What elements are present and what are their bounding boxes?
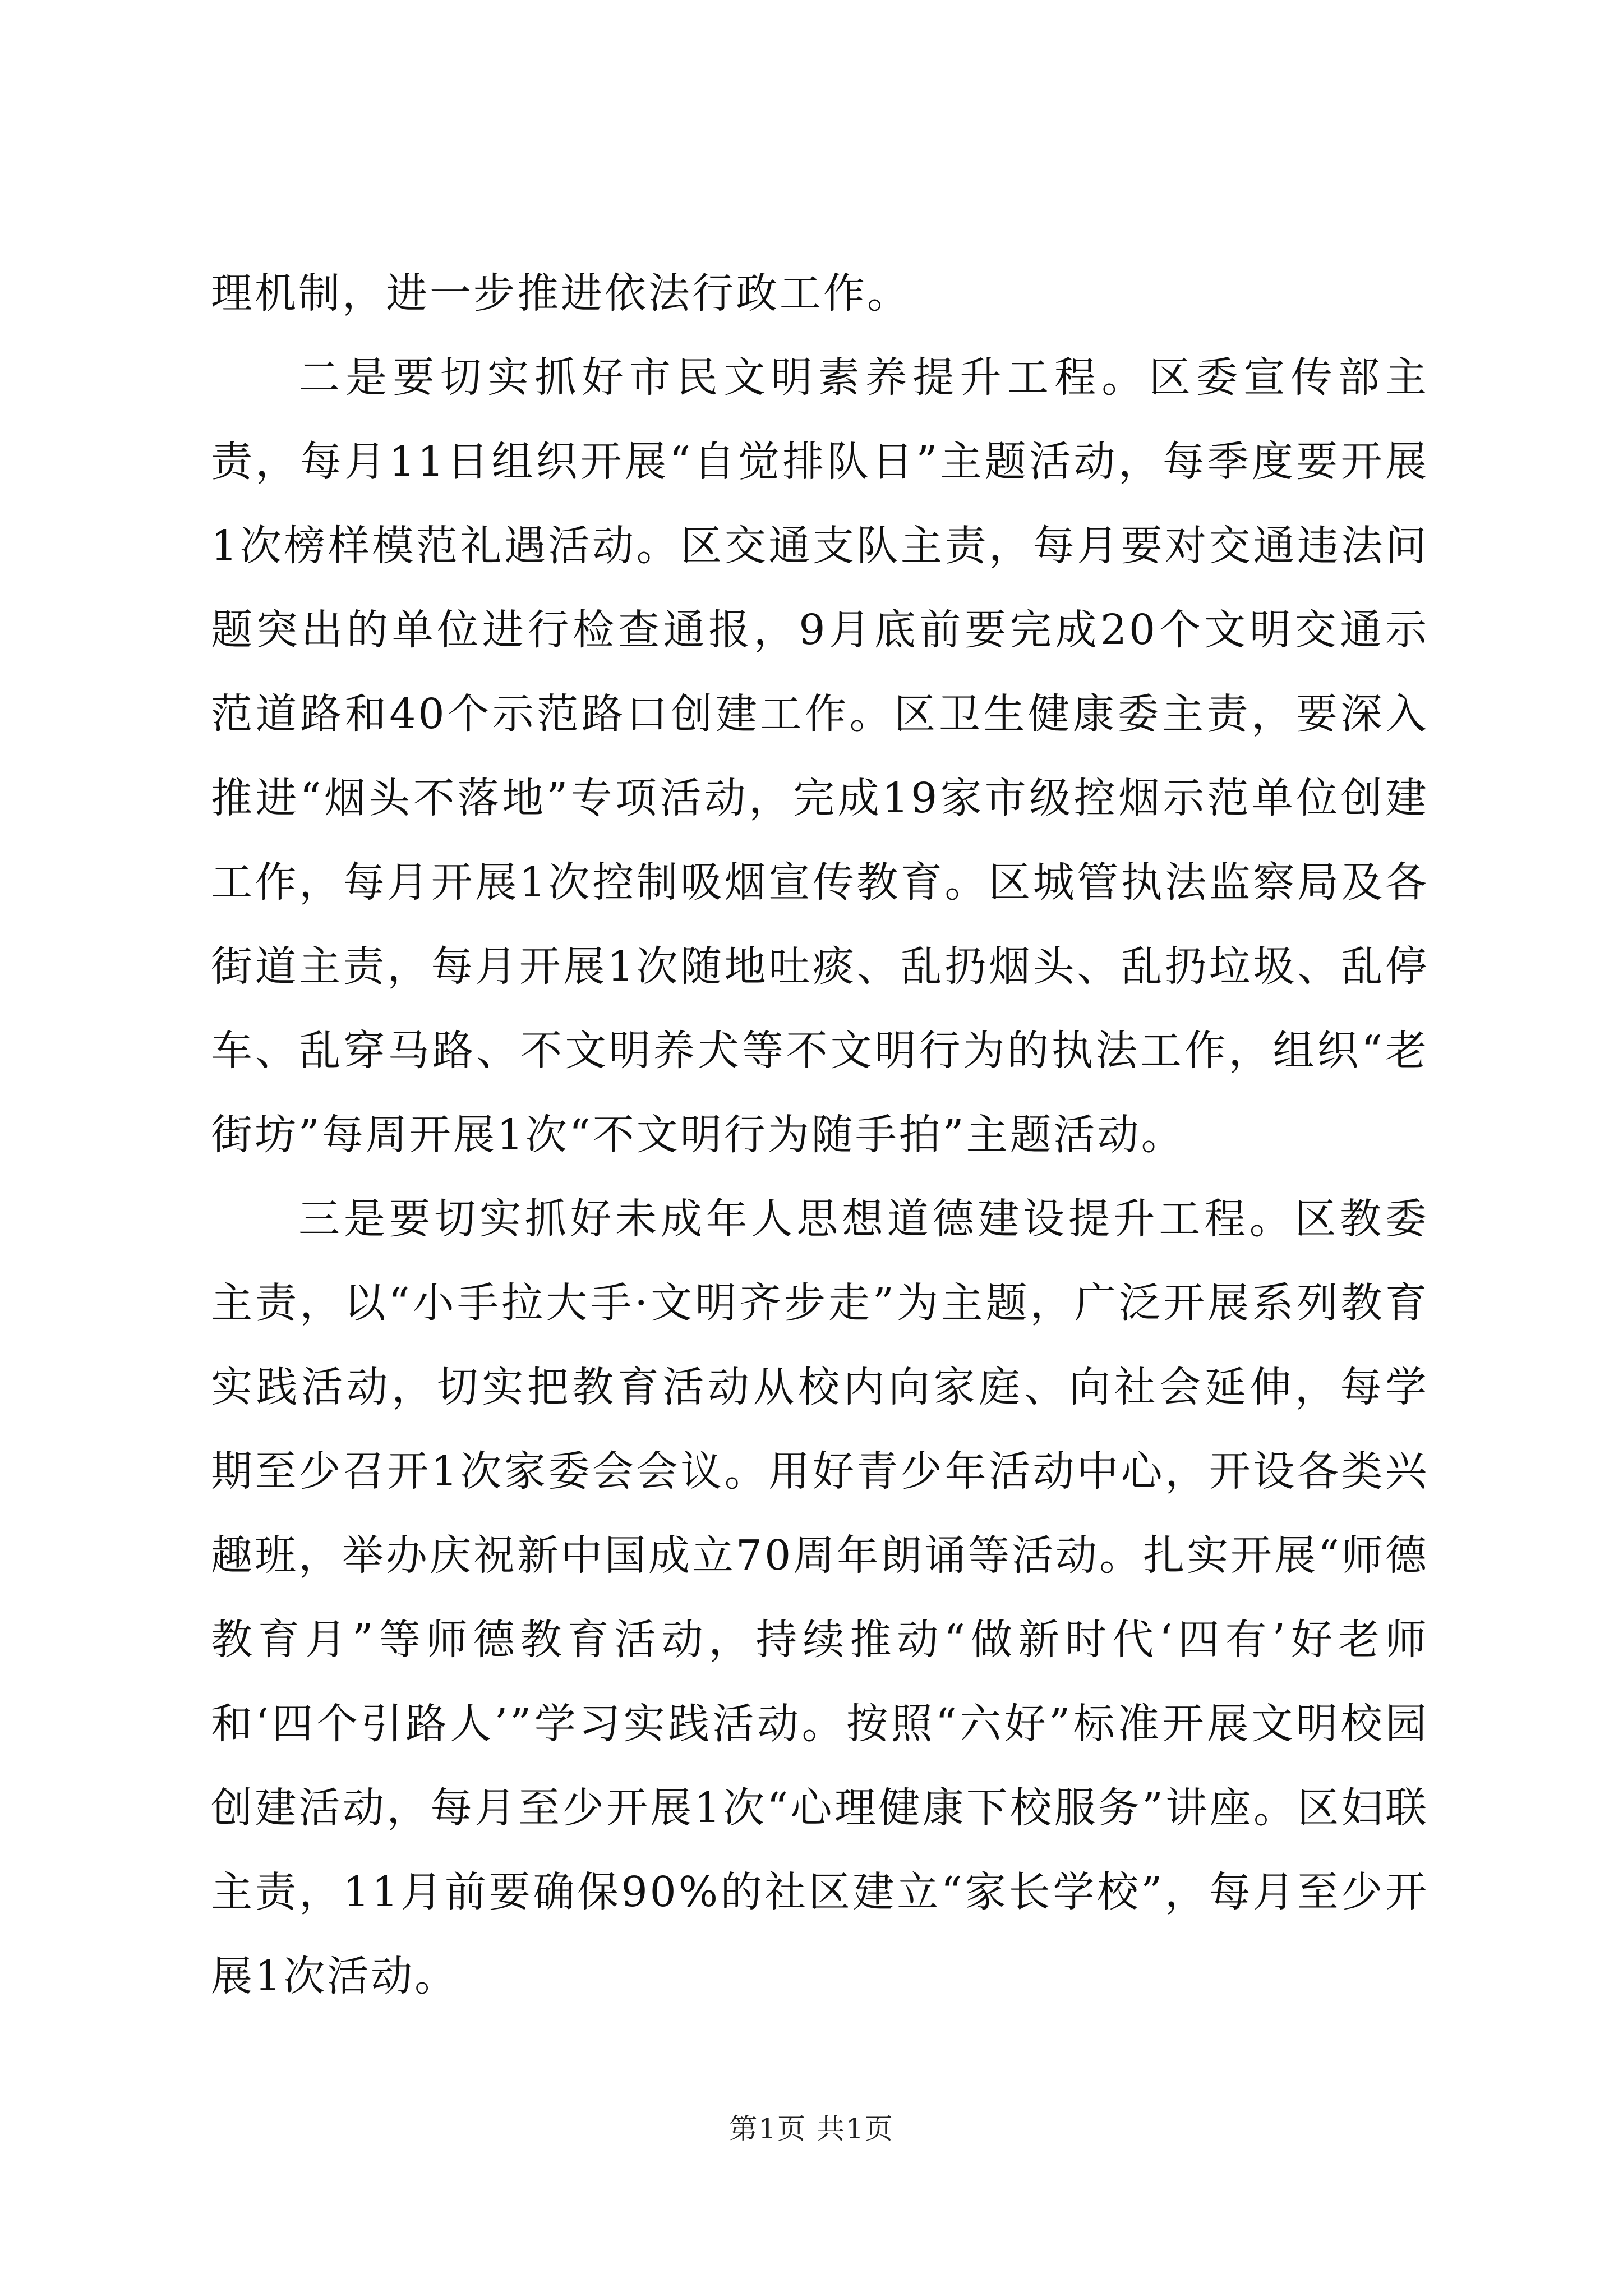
- document-body: [211, 251, 1429, 2018]
- paragraph-continuation: 理机制，进一步推进依法行政工作。: [211, 269, 911, 318]
- paragraph-minors-project: 三是要切实抓好未成年人思想道德建设提升工程。区教委主责，以“小手拉大手·文明齐步走”为主题，广泛开展系列教育实践活动，切实把教育活动从校内向家庭、向社会延伸，每学期至少召开1次家委会会议。用好青少年活动中心，开设各类兴趣班，举办庆祝新中国成立70周年朗诵等活动。扎实开展“师德教育月”等师德教育活动，持续推动“做新时代‘四有’好老师和‘四个引路人’”学习实践活动。按照“六好”标准开展文明校园创建活动，每月至少开展1次“心理健康下校服务”讲座。区妇联主责，11月前要确保90%的社区建立“家长学校”，每月至少开展1次活动。: [211, 1195, 1429, 2000]
- page-footer: 第1页 共1页: [729, 2113, 894, 2145]
- paragraph-civility-project: 二是要切实抓好市民文明素养提升工程。区委宣传部主责，每月11日组织开展“自觉排队日”主题活动，每季度要开展1次榜样模范礼遇活动。区交通支队主责，每月要对交通违法问题突出的单位进行检查通报，9月底前要完成20个文明交通示范道路和40个示范路口创建工作。区卫生健康委主责，要深入推进“烟头不落地”专项活动，完成19家市级控烟示范单位创建工作，每月开展1次控制吸烟宣传教育。区城管执法监察局及各街道主责，每月开展1次随地吐痰、乱扔烟头、乱扔垃圾、乱停车、乱穿马路、不文明养犬等不文明行为的执法工作，组织“老街坊”每周开展1次“不文明行为随手拍”主题活动。: [211, 353, 1429, 1159]
